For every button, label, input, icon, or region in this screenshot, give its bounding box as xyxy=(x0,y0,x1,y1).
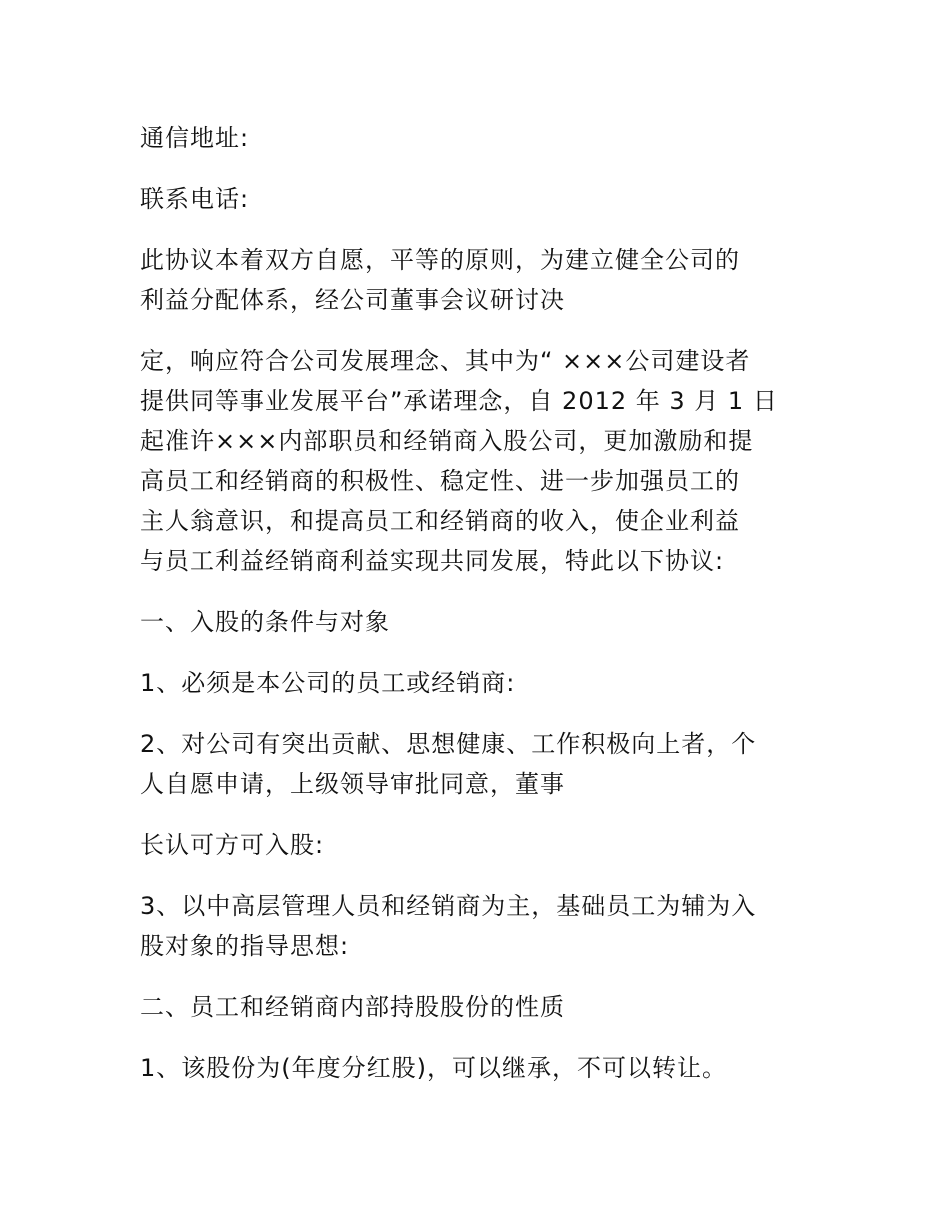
text-line: 提供同等事业发展平台”承诺理念，自 2012 年 3 月 1 日 xyxy=(140,387,778,415)
text-line: 联系电话: xyxy=(140,185,250,213)
clause-1-2-continued xyxy=(140,825,820,865)
clause-1-3 xyxy=(140,886,820,966)
text-line: 主人翁意识，和提高员工和经销商的收入，使企业利益 xyxy=(140,507,740,535)
paragraph-address xyxy=(140,118,820,158)
text-line: 与员工利益经销商利益实现共同发展，特此以下协议: xyxy=(140,547,725,575)
text-line: 股对象的指导思想: xyxy=(140,932,350,960)
clause-1-2 xyxy=(140,724,820,804)
text-line: 高员工和经销商的积极性、稳定性、进一步加强员工的 xyxy=(140,467,740,495)
text-line: 长认可方可入股: xyxy=(140,831,325,859)
text-line: 人自愿申请，上级领导审批同意，董事 xyxy=(140,770,565,798)
document-body xyxy=(140,118,820,1109)
text-line: 1、该股份为(年度分红股)，可以继承，不可以转让。 xyxy=(140,1054,727,1082)
text-line: 定，响应符合公司发展理念、其中为“ ×××公司建设者 xyxy=(140,347,751,375)
text-line: 二、员工和经销商内部持股股份的性质 xyxy=(140,993,565,1021)
section-heading-1 xyxy=(140,602,820,642)
text-line: 一、入股的条件与对象 xyxy=(140,608,390,636)
section-heading-2 xyxy=(140,987,820,1027)
clause-2-1 xyxy=(140,1048,820,1088)
text-line: 1、必须是本公司的员工或经销商: xyxy=(140,669,516,697)
paragraph-purpose xyxy=(140,341,820,581)
text-line: 此协议本着双方自愿，平等的原则，为建立健全公司的 xyxy=(140,246,740,274)
text-line: 2、对公司有突出贡献、思想健康、工作积极向上者，个 xyxy=(140,730,757,758)
text-line: 起准许×××内部职员和经销商入股公司，更加激励和提 xyxy=(140,427,754,455)
clause-1-1 xyxy=(140,663,820,703)
text-line: 利益分配体系，经公司董事会议研讨决 xyxy=(140,286,565,314)
paragraph-phone xyxy=(140,179,820,219)
text-line: 通信地址: xyxy=(140,124,250,152)
paragraph-intro xyxy=(140,240,820,320)
text-line: 3、以中高层管理人员和经销商为主，基础员工为辅为入 xyxy=(140,892,757,920)
